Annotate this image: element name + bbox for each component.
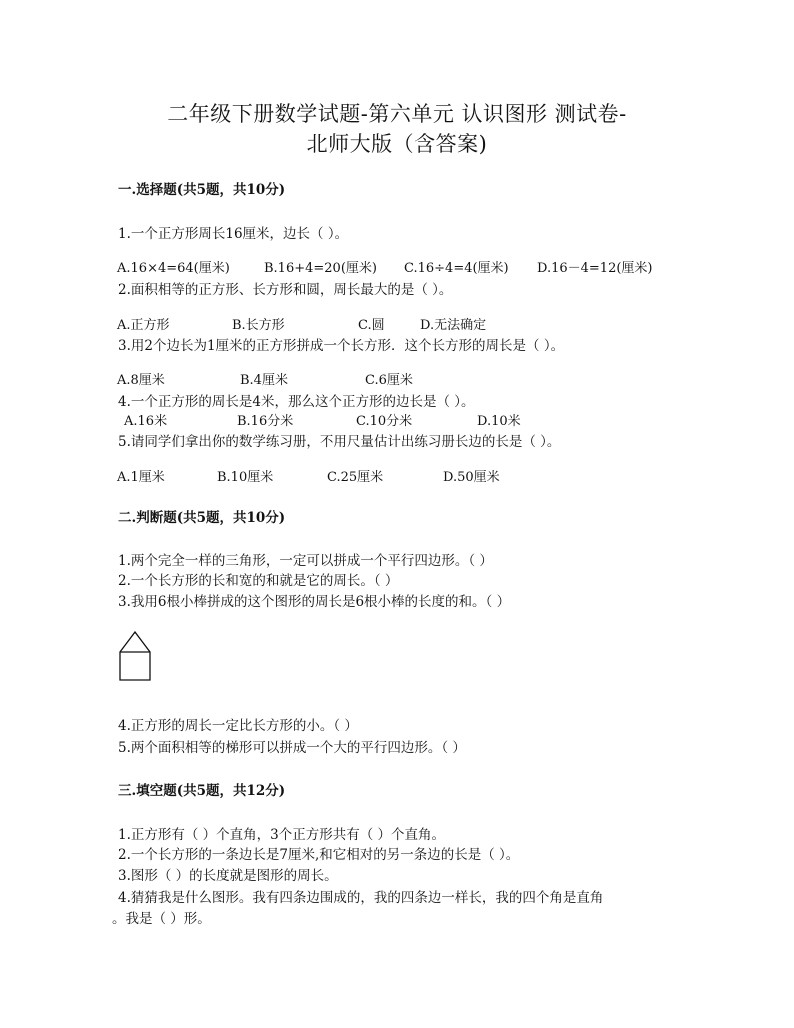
question-text: 4.猜猜我是什么图形。我有四条边围成的，我的四条边一样长，我的四个角是直角 [118,890,604,906]
option-d: D.10米 [477,414,521,429]
option-b: B.16+4=20(厘米) [264,261,377,276]
question-text: 5.请同学们拿出你的数学练习册，不用尺量估计出练习册长边的长是（ ）。 [118,434,561,450]
question-text: 1.正方形有（ ）个直角，3个正方形共有（ ）个直角。 [118,827,446,843]
question-text: 3.用2个边长为1厘米的正方形拼成一个长方形．这个长方形的周长是（ ）。 [118,338,565,354]
document-title-line-1: 二年级下册数学试题-第六单元 认识图形 测试卷- [167,102,627,126]
question-text: 1.一个正方形周长16厘米，边长（ ）。 [118,226,349,242]
question-text-continuation: 。我是（ ）形。 [112,911,211,927]
question-text: 4.一个正方形的周长是4米，那么这个正方形的边长是（ ）。 [118,394,475,410]
option-a: A.16×4=64(厘米) [117,261,230,276]
option-b: B.4厘米 [240,373,288,388]
option-b: B.长方形 [232,318,285,333]
section-heading-choice: 一.选择题(共5题，共10分) [118,182,286,198]
question-text: 5.两个面积相等的梯形可以拼成一个大的平行四边形。（ ） [118,740,466,756]
question-text: 1.两个完全一样的三角形，一定可以拼成一个平行四边形。（ ） [118,553,493,569]
question-text: 3.我用6根小棒拼成的这个图形的周长是6根小棒的长度的和。（ ） [118,594,511,610]
option-c: C.16÷4=4(厘米) [404,261,509,276]
question-text: 2.面积相等的正方形、长方形和圆，周长最大的是（ ）。 [118,282,453,298]
option-d: D.50厘米 [443,470,500,485]
option-c: C.6厘米 [365,373,413,388]
option-c: C.25厘米 [327,470,384,485]
option-a: A.1厘米 [117,470,165,485]
document-title-line-2: 北师大版（含答案) [306,132,488,156]
option-b: B.16分米 [237,414,294,429]
option-d: D.16－4=12(厘米) [537,261,653,276]
option-a: A.8厘米 [117,373,165,388]
option-d: D.无法确定 [420,318,487,333]
question-text: 2.一个长方形的长和宽的和就是它的周长。（ ） [118,573,399,589]
question-text: 4.正方形的周长一定比长方形的小。（ ） [118,718,358,734]
question-text: 2.一个长方形的一条边长是7厘米,和它相对的另一条边的长是（ ）。 [118,847,520,863]
section-heading-judgement: 二.判断题(共5题，共10分) [118,510,286,526]
stick-house-figure [119,631,151,681]
option-c: C.10分米 [356,414,413,429]
option-b: B.10厘米 [217,470,274,485]
option-a: A.正方形 [117,318,170,333]
section-heading-fill-in: 三.填空题(共5题，共12分) [118,783,286,799]
option-c: C.圆 [358,318,385,333]
question-text: 3.图形（ ）的长度就是图形的周长。 [118,868,338,884]
option-a: A.16米 [124,414,168,429]
